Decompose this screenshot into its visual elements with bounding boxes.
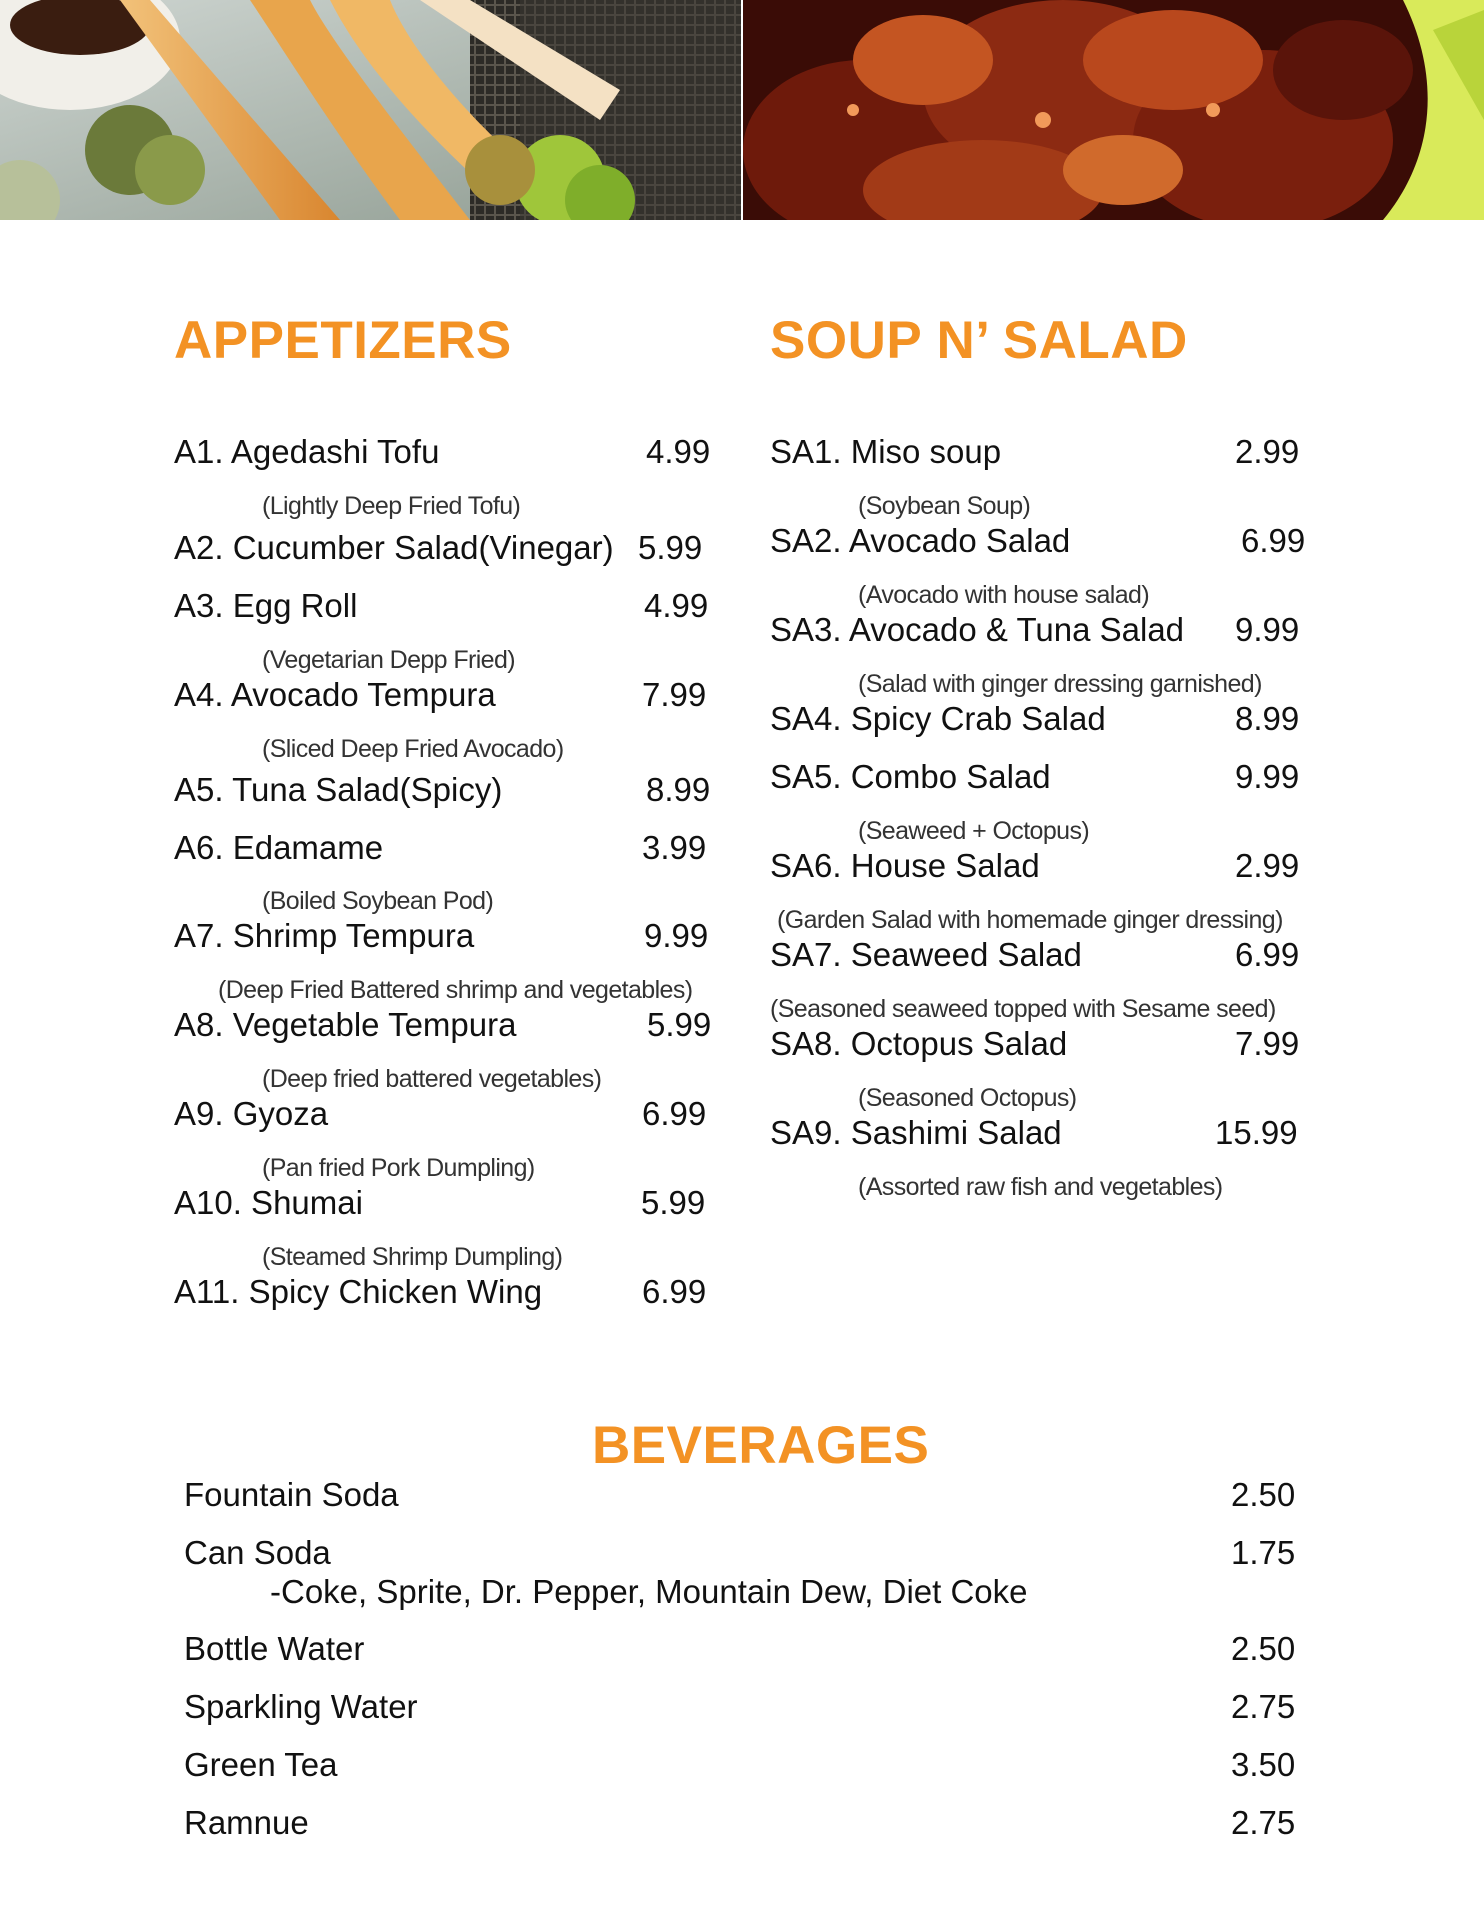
- beverage-item-price: 1.75: [1231, 1534, 1296, 1571]
- appetizer-item-price: 4.99: [644, 587, 709, 624]
- salad-item-price: 7.99: [1235, 1025, 1300, 1062]
- appetizer-item-desc: (Lightly Deep Fried Tofu): [262, 492, 521, 520]
- salad-item-price: 9.99: [1235, 611, 1300, 648]
- banner: [0, 0, 1484, 220]
- appetizer-item-name: A6. Edamame: [174, 829, 384, 866]
- beverage-item-name: Green Tea: [184, 1746, 338, 1783]
- salad-item-name: SA4. Spicy Crab Salad: [770, 700, 1106, 737]
- appetizer-item-name: A9. Gyoza: [174, 1095, 329, 1132]
- salad-item-price: 6.99: [1241, 522, 1306, 559]
- appetizer-item-desc: (Deep Fried Battered shrimp and vegetables): [218, 976, 693, 1004]
- appetizer-item-price: 8.99: [646, 771, 711, 808]
- salad-item-desc: (Avocado with house salad): [858, 581, 1150, 609]
- beverage-item-name: Ramnue: [184, 1804, 309, 1841]
- appetizer-item-price: 6.99: [642, 1095, 707, 1132]
- salad-item-desc: (Seasoned seaweed topped with Sesame seed): [770, 995, 1276, 1023]
- appetizer-item-name: A1. Agedashi Tofu: [174, 433, 440, 470]
- appetizer-item-price: 7.99: [642, 676, 707, 713]
- appetizer-item-name: A5. Tuna Salad(Spicy): [174, 771, 503, 808]
- salad-item-name: SA8. Octopus Salad: [770, 1025, 1068, 1062]
- appetizer-item-name: A3. Egg Roll: [174, 587, 358, 624]
- appetizer-item-price: 5.99: [641, 1184, 706, 1221]
- salad-item-desc: (Seaweed + Octopus): [858, 817, 1090, 845]
- salad-item-price: 6.99: [1235, 936, 1300, 973]
- beverage-item-name: Can Soda: [184, 1534, 331, 1571]
- appetizer-item-name: A11. Spicy Chicken Wing: [174, 1273, 543, 1310]
- beverage-item-name: Sparkling Water: [184, 1688, 418, 1725]
- salad-item-desc: (Assorted raw fish and vegetables): [858, 1173, 1223, 1201]
- salad-item-price: 8.99: [1235, 700, 1300, 737]
- appetizer-item-name: A2. Cucumber Salad(Vinegar): [174, 529, 614, 566]
- soup-salad-heading: SOUP N’ SALAD: [770, 311, 1188, 370]
- appetizer-item-desc: (Vegetarian Depp Fried): [262, 646, 516, 674]
- beverage-item-price: 2.75: [1231, 1804, 1296, 1841]
- salad-item-name: SA9. Sashimi Salad: [770, 1114, 1062, 1151]
- salad-item-name: SA1. Miso soup: [770, 433, 1002, 470]
- salad-item-price: 15.99: [1215, 1114, 1298, 1151]
- salad-item-name: SA6. House Salad: [770, 847, 1040, 884]
- salad-item-name: SA3. Avocado & Tuna Salad: [770, 611, 1185, 648]
- beverage-item-name: Bottle Water: [184, 1630, 365, 1667]
- salad-item-price: 2.99: [1235, 847, 1300, 884]
- salad-item-desc: (Salad with ginger dressing garnished): [858, 670, 1262, 698]
- appetizer-item-price: 9.99: [644, 917, 709, 954]
- appetizer-item-desc: (Boiled Soybean Pod): [262, 887, 494, 915]
- appetizer-item-name: A8. Vegetable Tempura: [174, 1006, 517, 1043]
- salad-item-desc: (Garden Salad with homemade ginger dressing): [777, 906, 1283, 934]
- appetizer-item-desc: (Steamed Shrimp Dumpling): [262, 1243, 563, 1271]
- salad-item-desc: (Seasoned Octopus): [858, 1084, 1077, 1112]
- salad-item-desc: (Soybean Soup): [858, 492, 1031, 520]
- appetizer-item-desc: (Deep fried battered vegetables): [262, 1065, 602, 1093]
- salad-item-price: 2.99: [1235, 433, 1300, 470]
- appetizer-item-price: 4.99: [646, 433, 711, 470]
- beverage-item-price: 2.50: [1231, 1630, 1296, 1667]
- appetizer-item-name: A4. Avocado Tempura: [174, 676, 496, 713]
- beverage-item-name: Fountain Soda: [184, 1476, 399, 1513]
- salad-item-price: 9.99: [1235, 758, 1300, 795]
- beverage-item-price: 2.50: [1231, 1476, 1296, 1513]
- appetizer-item-price: 3.99: [642, 829, 707, 866]
- appetizer-item-desc: (Sliced Deep Fried Avocado): [262, 735, 564, 763]
- beverage-item-price: 2.75: [1231, 1688, 1296, 1725]
- tempura-photo: [0, 0, 741, 220]
- appetizers-heading: APPETIZERS: [174, 311, 512, 370]
- appetizer-item-price: 5.99: [638, 529, 703, 566]
- appetizer-item-price: 6.99: [642, 1273, 707, 1310]
- spicy-chicken-wings-photo: [743, 0, 1484, 220]
- salad-item-name: SA2. Avocado Salad: [770, 522, 1071, 559]
- appetizer-item-price: 5.99: [647, 1006, 712, 1043]
- appetizer-item-desc: (Pan fried Pork Dumpling): [262, 1154, 535, 1182]
- salad-item-name: SA5. Combo Salad: [770, 758, 1051, 795]
- salad-item-name: SA7. Seaweed Salad: [770, 936, 1082, 973]
- appetizer-item-name: A10. Shumai: [174, 1184, 363, 1221]
- beverages-heading: BEVERAGES: [592, 1416, 930, 1475]
- beverage-item-price: 3.50: [1231, 1746, 1296, 1783]
- beverage-item-desc: -Coke, Sprite, Dr. Pepper, Mountain Dew, Diet Coke: [270, 1573, 1028, 1610]
- appetizer-item-name: A7. Shrimp Tempura: [174, 917, 475, 954]
